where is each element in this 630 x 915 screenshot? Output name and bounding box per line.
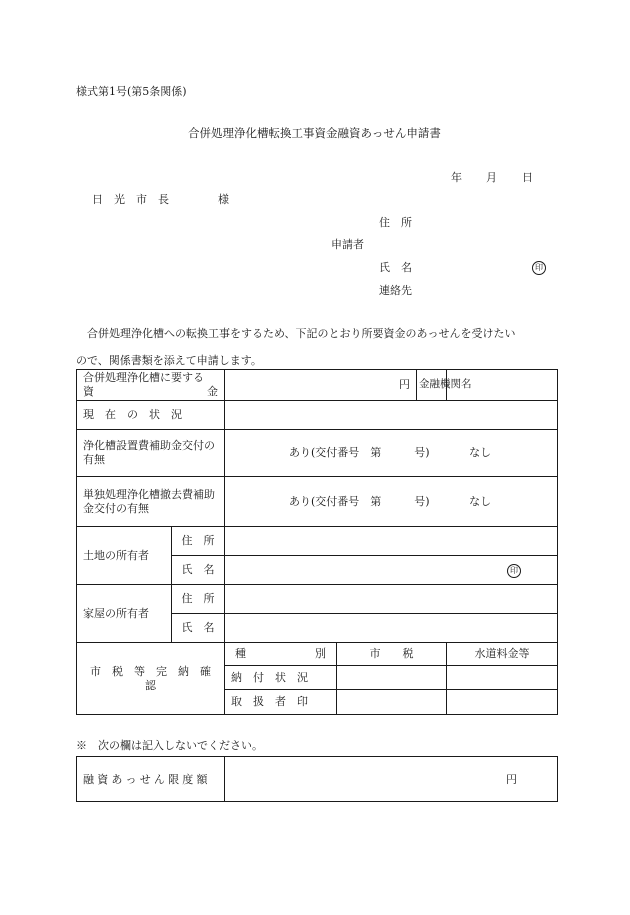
recipient: 日 光 市 長 (92, 193, 169, 206)
loan-limit-label: 融資あっせん限度額 (77, 757, 225, 802)
recipient-honorific: 様 (218, 193, 229, 206)
land-owner-name-label: 氏 名 (172, 556, 225, 585)
applicant-contact-label: 連絡先 (379, 284, 412, 297)
document-title: 合併処理浄化槽転換工事資金融資あっせん申請書 (188, 126, 441, 140)
water-fee-payment-field[interactable] (447, 666, 558, 690)
house-owner-name-label: 氏 名 (172, 614, 225, 643)
body-text-line1: 合併処理浄化槽への転換工事をするため、下記のとおり所要資金のあっせんを受けたい (76, 327, 516, 340)
date-month: 月 (486, 171, 497, 184)
water-fee-handler-field[interactable] (447, 690, 558, 715)
single-removal-label: 単独処理浄化槽撤去費補助金交付の有無 (77, 477, 225, 527)
applicant-label: 申請者 (331, 238, 364, 251)
row-land-owner-address (77, 527, 558, 556)
office-use-note: ※ 次の欄は記入しないでください。 (76, 739, 263, 752)
loan-limit-table (76, 756, 558, 802)
city-tax-header: 市 税 (337, 643, 447, 666)
required-funds-amount[interactable]: 円 (225, 370, 417, 401)
required-funds-label: 合併処理浄化槽に要する 資 金 (77, 370, 225, 401)
land-owner-address-field[interactable] (225, 527, 558, 556)
house-owner-label: 家屋の所有者 (77, 585, 172, 643)
date-year: 年 (451, 171, 462, 184)
house-owner-name-field[interactable] (225, 614, 558, 643)
bank-label: 金融機関名 (417, 370, 447, 401)
tax-confirm-label: 市 税 等 完 納 確 認 (77, 643, 225, 715)
water-fee-header: 水道料金等 (447, 643, 558, 666)
subsidy-no-option[interactable]: なし (469, 446, 492, 460)
row-single-removal (77, 477, 558, 527)
loan-limit-amount[interactable]: 円 (225, 757, 558, 802)
land-owner-seal-icon: 印 (507, 564, 521, 578)
land-owner-name-field[interactable] (225, 556, 558, 585)
house-owner-address-field[interactable] (225, 585, 558, 614)
row-loan-limit (77, 757, 558, 802)
septic-subsidy-options[interactable] (225, 430, 558, 477)
applicant-name-label: 氏 名 (379, 261, 412, 274)
application-table (76, 369, 558, 715)
payment-status-label: 納 付 状 況 (225, 666, 337, 690)
removal-yes-option[interactable]: あり(交付番号 第 号) (289, 494, 430, 508)
row-house-owner-address (77, 585, 558, 614)
septic-subsidy-label: 浄化槽設置費補助金交付の有無 (77, 430, 225, 477)
applicant-seal-icon: 印 (532, 261, 546, 275)
house-owner-address-label: 住 所 (172, 585, 225, 614)
form-number: 様式第1号(第5条関係) (76, 85, 187, 98)
body-text-line2: ので、関係書類を添えて申請します。 (76, 354, 262, 367)
removal-no-option[interactable]: なし (469, 494, 492, 508)
current-status-label: 現 在 の 状 況 (77, 401, 225, 430)
row-required-funds (77, 370, 558, 401)
land-owner-address-label: 住 所 (172, 527, 225, 556)
city-tax-handler-field[interactable] (337, 690, 447, 715)
single-removal-options[interactable] (225, 477, 558, 527)
row-tax-type (77, 643, 558, 666)
subsidy-yes-option[interactable]: あり(交付番号 第 号) (289, 446, 430, 460)
row-septic-subsidy (77, 430, 558, 477)
row-current-status (77, 401, 558, 430)
applicant-address-label: 住 所 (379, 216, 412, 229)
date-day: 日 (522, 171, 533, 184)
land-owner-label: 土地の所有者 (77, 527, 172, 585)
handler-seal-label: 取 扱 者 印 (225, 690, 337, 715)
city-tax-payment-field[interactable] (337, 666, 447, 690)
type-label: 種 別 (225, 643, 337, 666)
current-status-field[interactable] (225, 401, 558, 430)
